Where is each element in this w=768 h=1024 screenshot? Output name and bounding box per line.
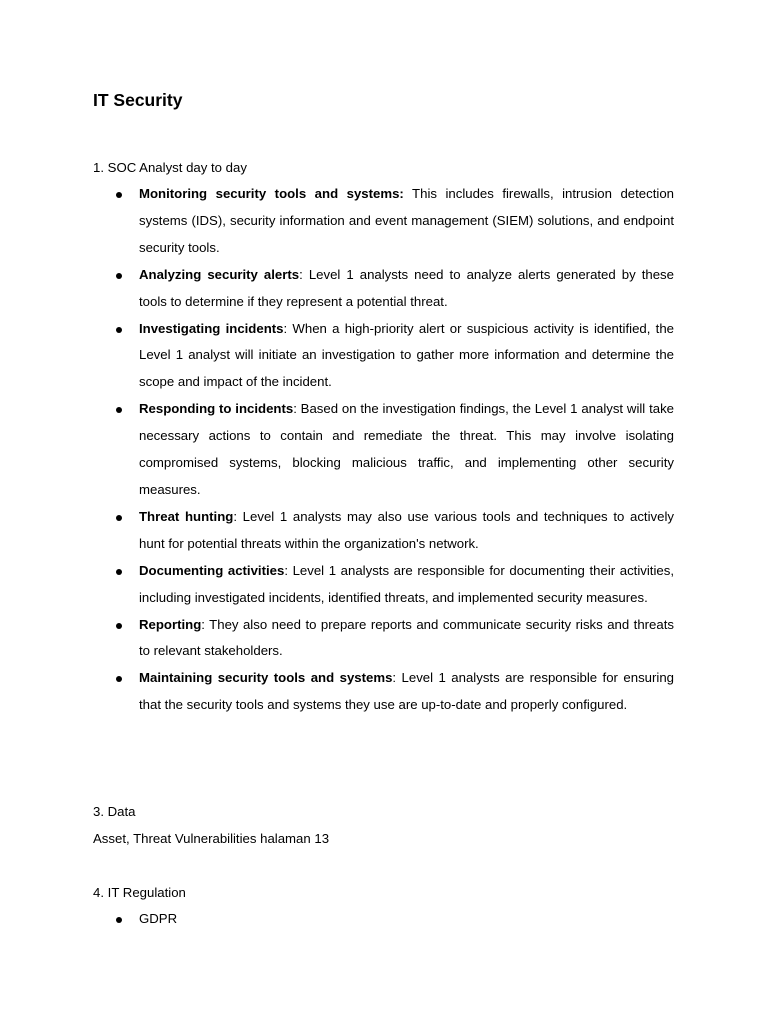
list-item-maintaining	[93, 665, 674, 719]
bullet-text: : Level 1 analysts may also use various tools and techniques to actively hunt for potential threats within the organization's network.	[139, 508, 674, 551]
bullet-icon	[116, 327, 122, 333]
bullet-term: Reporting	[139, 616, 202, 632]
list-item-analyzing	[93, 262, 674, 316]
list-item-responding	[93, 396, 674, 504]
bullet-term: Responding to incidents	[139, 401, 294, 417]
bullet-term: Maintaining security tools and systems	[139, 670, 393, 686]
bullet-term: Threat hunting	[139, 508, 234, 524]
bullet-icon	[116, 569, 122, 575]
bullet-icon	[116, 192, 122, 198]
section-heading-it-regulation: 4. IT Regulation	[93, 885, 186, 900]
bullet-term: Analyzing security alerts	[139, 266, 300, 282]
list-item-investigating	[93, 316, 674, 397]
bullet-icon	[116, 407, 122, 413]
bullet-text: : Level 1 analysts are responsible for ensuring that the security tools and systems they use are up-to-date and properly configured.	[139, 670, 674, 713]
bullet-text: : When a high-priority alert or suspicious activity is identified, the Level 1 analyst will initiate an investigation to gather more information and determine the scope and impact of the incident.	[139, 320, 674, 390]
bullet-term: Documenting activities	[139, 562, 285, 578]
list-item-reporting	[93, 612, 674, 666]
regulation-list	[93, 906, 674, 933]
bullet-text: : Level 1 analysts are responsible for documenting their activities, including investigated incidents, identified threats, and implemented security measures.	[139, 562, 674, 605]
bullet-text: : Based on the investigation findings, the Level 1 analyst will take necessary actions to contain and remediate the threat. This may involve isolating compromised systems, blocking malicious traffic, and implementing other security measures.	[139, 401, 674, 497]
bullet-text: : They also need to prepare reports and communicate security risks and threats to relevant stakeholders.	[139, 616, 674, 659]
section-heading-data: 3. Data	[93, 804, 136, 819]
bullet-term: Monitoring security tools and systems:	[139, 186, 404, 201]
data-description: Asset, Threat Vulnerabilities halaman 13	[93, 831, 330, 846]
bullet-icon	[116, 623, 122, 629]
document-title: IT Security	[93, 90, 183, 110]
list-item-monitoring	[93, 181, 674, 262]
soc-duties-list	[93, 181, 674, 719]
bullet-icon	[116, 273, 122, 279]
bullet-text: GDPR	[139, 911, 178, 926]
bullet-text: This includes firewalls, intrusion detection systems (IDS), security information and event management (SIEM) solutions, and endpoint security tools.	[139, 186, 674, 255]
list-item-gdpr	[93, 906, 674, 933]
section-heading-soc-analyst: 1. SOC Analyst day to day	[93, 160, 247, 175]
bullet-text: : Level 1 analysts need to analyze alerts generated by these tools to determine if they represent a potential threat.	[139, 266, 674, 309]
list-item-threat-hunting	[93, 504, 674, 558]
bullet-icon	[116, 515, 122, 521]
bullet-term: Investigating incidents	[139, 320, 284, 336]
bullet-icon	[116, 917, 122, 923]
bullet-icon	[116, 676, 122, 682]
list-item-documenting	[93, 558, 674, 612]
